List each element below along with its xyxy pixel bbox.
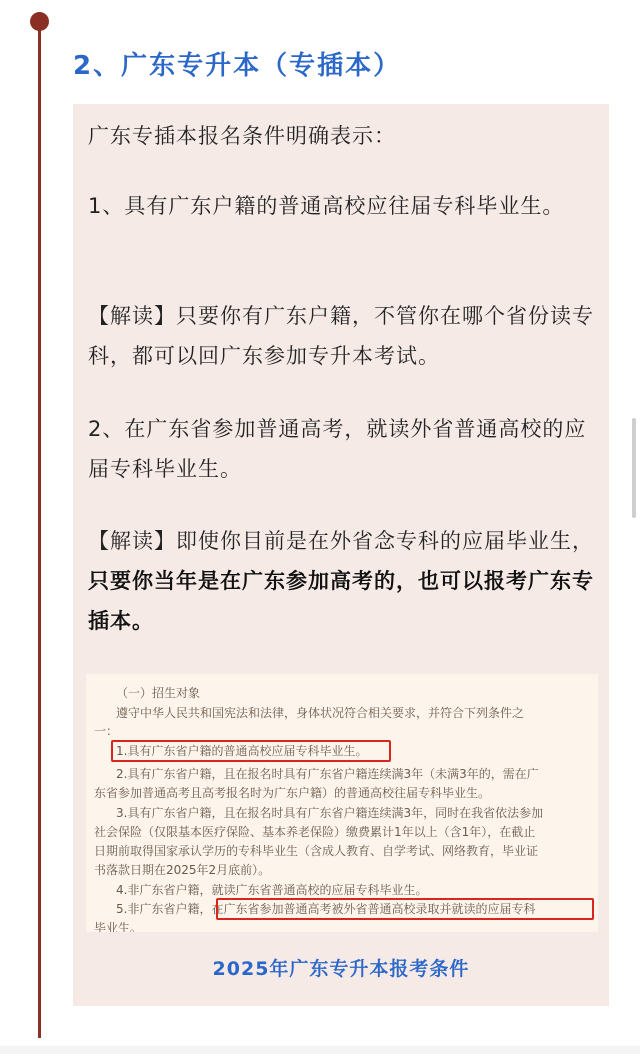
reading-1-paragraph: 【解读】只要你有广东户籍，不管你在哪个省份读专科，都可以回广东参加专升本考试。 (88, 304, 594, 368)
timeline-dot (30, 12, 49, 31)
document-caption: 2025年广东专升本报考条件 (212, 958, 470, 980)
scrollbar-thumb[interactable] (632, 418, 636, 518)
doc-item-3-line: 书落款日期在2025年2月底前）。 (94, 863, 271, 877)
bottom-bar (0, 1046, 640, 1054)
doc-item-5-line: 5.非广东省户籍，在广东省参加普通高考被外省普通高校录取并就读的应届专科 (116, 902, 536, 916)
policy-document-image[interactable] (86, 674, 598, 932)
reading-2-emphasis: 只要你当年是在广东参加高考的，也可以报考广东专插本。 (88, 569, 594, 633)
reading-2-paragraph (88, 521, 598, 641)
doc-item-3-line: 3.具有广东省户籍，且在报名时具有广东省户籍连续满3年，同时在我省依法参加 (116, 806, 544, 820)
highlight-box-item-1 (111, 740, 391, 762)
doc-item-3-line: 社会保险（仅限基本医疗保险、基本养老保险）缴费累计1年以上（含1年），在截止 (94, 825, 536, 839)
reading-2-prefix: 【解读】即使你目前是在外省念专科的应届毕业生， (88, 529, 594, 553)
doc-item-2-line: 东省参加普通高考且高考报名时为广东户籍）的普通高校往届专科毕业生。 (94, 786, 491, 800)
content-card (73, 104, 609, 1006)
condition-2-paragraph: 2、在广东省参加普通高考，就读外省普通高校的应届专科毕业生。 (88, 417, 587, 481)
doc-intro-line: 一： (94, 724, 119, 738)
doc-item-3-line: 日期前取得国家承认学历的专科毕业生（含成人教育、自学考试、网络教育，毕业证 (94, 844, 539, 858)
section-title: 2、广东专升本（专插本） (73, 51, 402, 81)
doc-item-1: 1.具有广东省户籍的普通高校应届专科毕业生。 (116, 744, 368, 758)
condition-1-paragraph: 1、具有广东户籍的普通高校应往届专科毕业生。 (88, 194, 565, 218)
doc-item-5-line: 毕业生。 (94, 921, 143, 932)
doc-item-2-line: 2.具有广东省户籍，且在报名时具有广东省户籍连续满3年（未满3年的，需在广 (116, 767, 539, 781)
intro-paragraph: 广东专插本报名条件明确表示： (88, 124, 396, 148)
doc-intro-line: 遵守中华人民共和国宪法和法律，身体状况符合相关要求，并符合下列条件之 (116, 706, 525, 720)
doc-heading: （一）招生对象 (116, 686, 201, 700)
doc-item-4: 4.非广东省户籍，就读广东省普通高校的应届专科毕业生。 (116, 883, 428, 897)
timeline-line (38, 20, 41, 1038)
highlight-box-item-5 (216, 898, 594, 920)
